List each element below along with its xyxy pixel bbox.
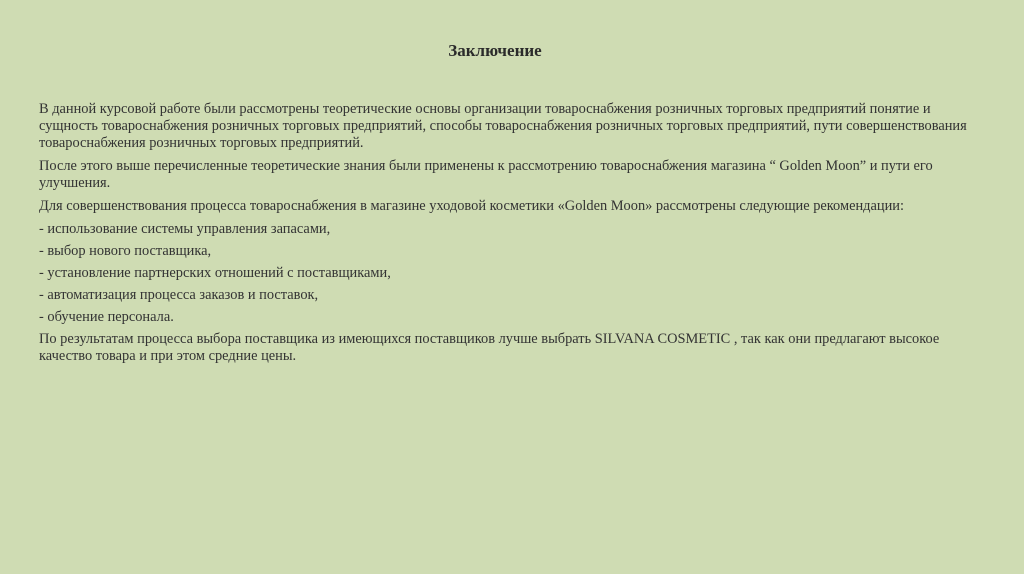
recommendation-item: - обучение персонала.: [39, 309, 174, 325]
paragraph-application: После этого выше перечисленные теоретические знания были применены к рассмотрению товароснабжения магазина “ Golden Moon” и пути его улучшения.: [39, 158, 933, 191]
slide-content: [39, 101, 969, 371]
recommendation-item: - установление партнерских отношений с поставщиками,: [39, 265, 391, 281]
recommendation-item: - выбор нового поставщика,: [39, 243, 212, 259]
slide-title: Заключение: [448, 41, 542, 60]
paragraph-intro: В данной курсовой работе были рассмотрены теоретические основы организации товароснабжения розничных торговых предприятий понятие и сущность товароснабжения розничных торговых предприятий, способы товароснабжения розничных торговых предприятий, пути совершенствования товароснабжения розничных торговых предприятий.: [39, 101, 967, 151]
paragraph-recommendations-intro: Для совершенствования процесса товароснабжения в магазине уходовой косметики «Golden Moon» рассмотрены следующие рекомендации:: [39, 198, 904, 214]
recommendation-item: - автоматизация процесса заказов и поставок,: [39, 287, 319, 303]
paragraph-conclusion: По результатам процесса выбора поставщика из имеющихся поставщиков лучше выбрать SILVANA COSMETIC , так как они предлагают высокое качество товара и при этом средние цены.: [39, 331, 940, 364]
recommendation-item: - использование системы управления запасами,: [39, 221, 331, 237]
